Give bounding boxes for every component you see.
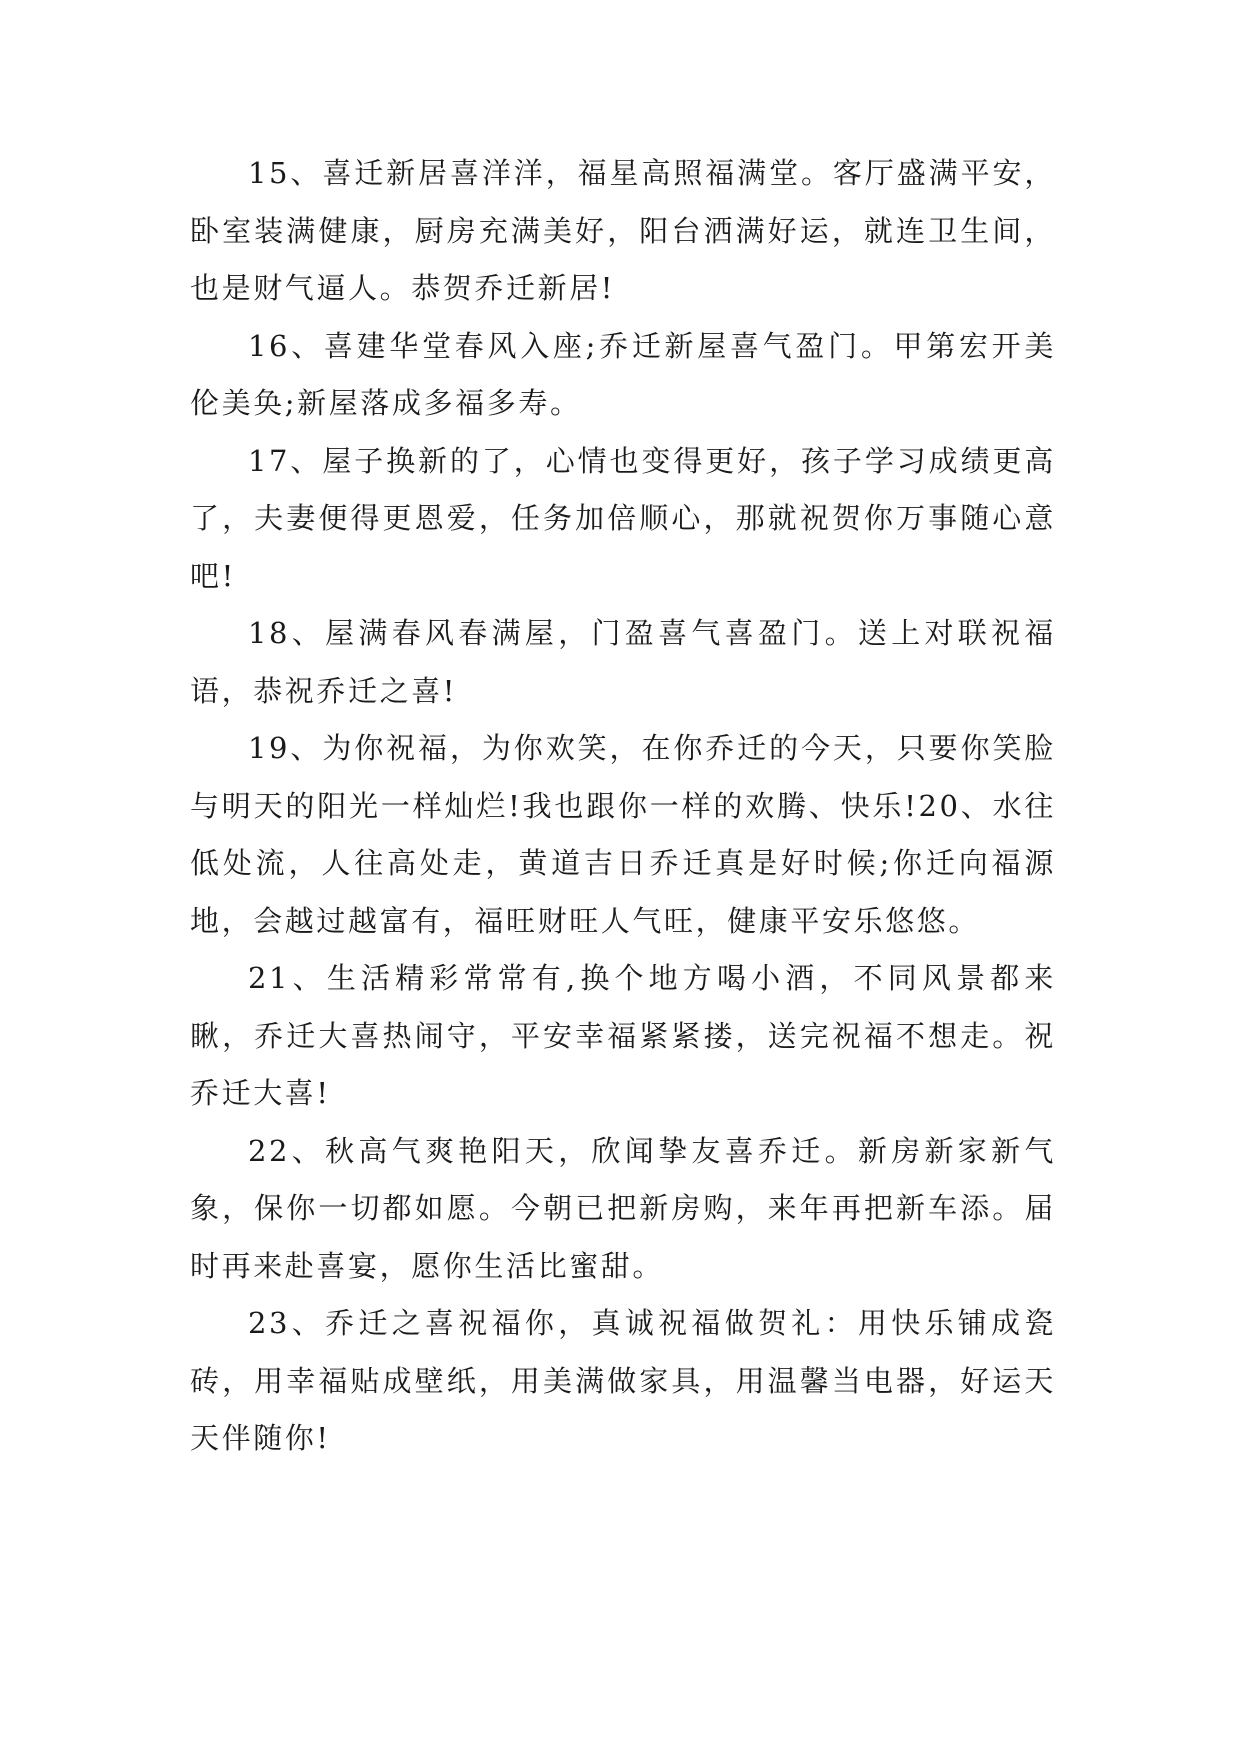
paragraph-16: 16、喜建华堂春风入座;乔迁新屋喜气盈门。甲第宏开美伦美奂;新屋落成多福多寿。: [190, 328, 1056, 420]
paragraph-18: 18、屋满春风春满屋，门盈喜气喜盈门。送上对联祝福语，恭祝乔迁之喜!: [190, 616, 1056, 708]
paragraph-21: 21、生活精彩常常有,换个地方喝小酒，不同风景都来瞅，乔迁大喜热闹守，平安幸福紧紧搂，送完祝福不想走。祝乔迁大喜!: [190, 961, 1056, 1110]
paragraph-23: 23、乔迁之喜祝福你，真诚祝福做贺礼：用快乐铺成瓷砖，用幸福贴成壁纸，用美满做家具，用温馨当电器，好运天天伴随你!: [190, 1306, 1056, 1455]
paragraph-22: 22、秋高气爽艳阳天，欣闻挚友喜乔迁。新房新家新气象，保你一切都如愿。今朝已把新房购，来年再把新车添。届时再来赴喜宴，愿你生活比蜜甜。: [190, 1133, 1056, 1283]
document-body: [190, 145, 1056, 1468]
paragraph-17: 17、屋子换新的了，心情也变得更好，孩子学习成绩更高了，夫妻便得更恩爱，任务加倍顺心，那就祝贺你万事随心意吧!: [190, 443, 1056, 593]
paragraph-15: 15、喜迁新居喜洋洋，福星高照福满堂。客厅盛满平安，卧室装满健康，厨房充满美好，阳台洒满好运，就连卫生间，也是财气逼人。恭贺乔迁新居!: [190, 156, 1056, 305]
paragraph-19-20: 19、为你祝福，为你欢笑，在你乔迁的今天，只要你笑脸与明天的阳光一样灿烂!我也跟你一样的欢腾、快乐!20、水往低处流，人往高处走，黄道吉日乔迁真是好时候;你迁向福源地，会越过越富有，福旺财旺人气旺，健康平安乐悠悠。: [190, 731, 1056, 938]
